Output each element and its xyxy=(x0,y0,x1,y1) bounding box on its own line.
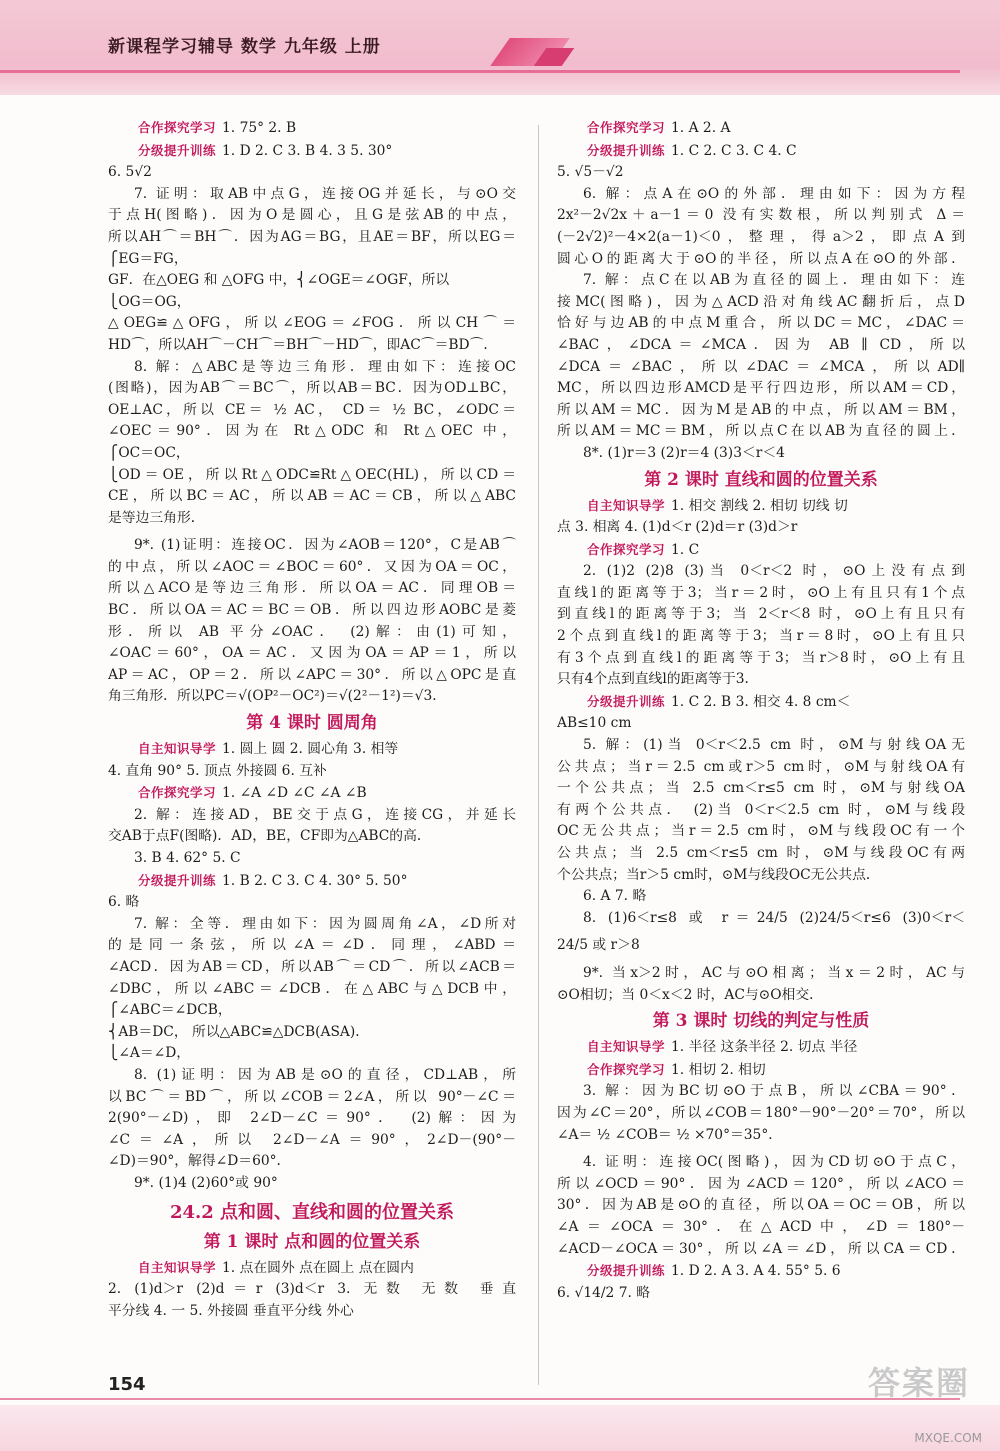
section-heading: 24.2 点和圆、直线和圆的位置关系 xyxy=(169,1201,455,1223)
book-title: 新课程学习辅导 数学 九年级 上册 xyxy=(108,37,381,57)
answer-line: 9*. (1)4 (2)60°或 90° xyxy=(134,1174,278,1191)
answer-line: 圆心O的距离大于⊙O的半径，所以点A在⊙O的外部． xyxy=(557,250,965,267)
answer-line: 9*. 当x＞2时，AC与⊙O相离；当x＝2时，AC与 xyxy=(583,964,965,981)
answer-text: 1. 相切 2. 相切 xyxy=(671,1061,766,1078)
section-label: 分级提升训练 xyxy=(587,693,666,709)
answer-line: 5. √5－√2 xyxy=(557,164,624,181)
section-label: 自主知识导学 xyxy=(587,497,666,513)
answer-line: 平分线 4. 一 5. 外接圆 垂直平分线 外心 xyxy=(108,1302,354,1319)
lesson-heading: 第 4 课时 圆周角 xyxy=(246,713,378,734)
answer-line: AB≤10 cm xyxy=(557,715,632,732)
answer-line: (图略)，因为AB⌒＝BC⌒，所以AB＝BC．因为OD⊥BC， xyxy=(108,380,516,397)
answer-section-line xyxy=(557,495,965,518)
answer-line: 点 3. 相离 4. (1)d＜r (2)d＝r (3)d＞r xyxy=(557,519,798,536)
section-label: 自主知识导学 xyxy=(138,741,217,757)
answer-line: 8. (1)6＜r≤8 或 r＝24/5 (2)24/5＜r≤6 (3)0＜r＜ xyxy=(583,909,965,926)
answer-text: 1. ∠A ∠D ∠C ∠A ∠B xyxy=(222,785,367,802)
answer-line: 9*. (1)证明：连接OC．因为∠AOB＝120°，C是AB⌒ xyxy=(134,537,516,554)
answer-line: 7. 证明：取AB中点G，连接OG并延长，与⊙O交 xyxy=(134,185,516,202)
answer-line: ⎩OD＝OE，所以Rt△ODC≌Rt△OEC(HL)，所以CD＝ xyxy=(108,466,516,483)
section-label: 合作探究学习 xyxy=(587,541,666,557)
right-column xyxy=(557,117,965,1304)
answer-section-line xyxy=(557,539,965,562)
answer-line: HD⌒，所以AH⌒－CH⌒＝BH⌒－HD⌒，即AC⌒＝BD⌒． xyxy=(108,336,498,353)
answer-line: ∠A＝ ½ ∠COB＝ ½ ×70°＝35°． xyxy=(557,1126,783,1143)
answer-line: 6. 5√2 xyxy=(108,164,152,181)
answer-line: 交AB于点F(图略)．AD，BE，CF即为△ABC的高． xyxy=(108,828,431,845)
answer-section-line xyxy=(557,1059,965,1082)
header-rule xyxy=(0,70,960,73)
answer-text: 1. 圆上 圆 2. 圆心角 3. 相等 xyxy=(222,741,399,758)
answer-section-line xyxy=(108,140,516,163)
answer-line: ⎩OG＝OG， xyxy=(108,293,191,310)
answer-line: 4. 证明：连接OC(图略)，因为CD切⊙O于点C， xyxy=(583,1154,965,1171)
answer-line: 8. 解：△ABC是等边三角形．理由如下：连接OC xyxy=(134,358,516,375)
answer-line: 一个公共点；当 2.5 cm＜r≤5 cm 时，⊙M与射线OA xyxy=(557,780,965,797)
answer-line: 24/5 或 r＞8 xyxy=(557,937,640,954)
answer-line: 6. A 7. 略 xyxy=(583,888,647,905)
section-label: 合作探究学习 xyxy=(587,120,666,135)
answer-line: 6. 略 xyxy=(108,894,140,911)
lesson-heading: 第 2 课时 直线和圆的位置关系 xyxy=(644,469,878,490)
answer-line: CE，所以BC＝AC，所以AB＝AC＝CB，所以△ABC xyxy=(108,488,516,505)
section-label: 分级提升训练 xyxy=(138,142,217,158)
answer-line: 30°．因为AB是⊙O的直径，所以OA＝OC＝OB，所以 xyxy=(557,1197,965,1214)
answer-section-line xyxy=(557,117,965,140)
answer-section-line xyxy=(557,1260,965,1283)
answer-line: ⎧OC＝OC， xyxy=(108,444,190,461)
answer-line: ⊙O相切；当 0＜x＜2 时，AC与⊙O相交． xyxy=(557,986,823,1003)
answer-line: BC．所以OA＝AC＝BC＝OB．所以四边形AOBC是菱 xyxy=(108,602,516,619)
section-label: 分级提升训练 xyxy=(587,1263,666,1279)
answer-line: △OEG≌△OFG，所以∠EOG＝∠FOG．所以CH⌒＝ xyxy=(108,315,516,332)
answer-line: ∠D)＝90°，解得∠D＝60°． xyxy=(108,1153,291,1170)
answer-line: 3. 解：因为BC切⊙O于点B，所以∠CBA＝90°． xyxy=(583,1083,965,1100)
answer-text: 1. 75° 2. B xyxy=(222,120,297,136)
answer-line: (－2√2)²－4×2(a－1)＜0，整理，得a＞2，即点A到 xyxy=(557,228,965,245)
answer-line: 到直线l的距离等于3；当 2＜r＜8 时，⊙O上有且只有 xyxy=(557,606,965,623)
answer-line: 以BC⌒＝BD⌒，所以∠COB＝2∠A，所以 90°－∠C＝ xyxy=(108,1088,516,1105)
answer-line: 因为∠C＝20°，所以∠COB＝180°－90°－20°＝70°，所以 xyxy=(557,1104,965,1121)
answer-text: 1. C xyxy=(671,541,700,558)
answer-line: 恰好与边AB的中点M重合，所以DC＝MC，∠DAC＝ xyxy=(557,315,965,332)
page-number: 154 xyxy=(108,1374,146,1395)
answer-line: AP＝AC，OP＝2．所以∠APC＝30°．所以△OPC是直 xyxy=(108,666,516,683)
answer-line: 个公共点；当r＞5 cm时，⊙M与线段OC无公共点． xyxy=(557,866,880,883)
answer-text: 1. D 2. C 3. B 4. 3 5. 30° xyxy=(222,142,393,159)
answer-line: 4. 直角 90° 5. 顶点 外接圆 6. 互补 xyxy=(108,762,327,779)
answer-line: 公共点；当r＝2.5 cm或r＞5 cm时，⊙M与射线OA有 xyxy=(557,758,965,775)
left-column xyxy=(108,117,516,1322)
answer-line: 7. 解：全等．理由如下：因为圆周角∠A，∠D所对 xyxy=(134,915,516,932)
answer-line: ⎩∠A＝∠D， xyxy=(108,1045,191,1062)
section-label: 合作探究学习 xyxy=(587,1061,666,1077)
answer-line: 是等边三角形． xyxy=(108,509,205,526)
answer-line: ∠C＝∠A，所以 2∠D－∠A＝90°，2∠D－(90°－ xyxy=(108,1131,516,1148)
answer-line: 2. (1)2 (2)8 (3)当 0＜r＜2 时，⊙O上没有点到 xyxy=(583,563,965,580)
section-label: 自主知识导学 xyxy=(587,1039,666,1055)
answer-text: 1. A 2. A xyxy=(671,120,731,136)
answer-line: 所以AH⌒＝BH⌒．因为AG＝BG，且AE＝BF，所以EG＝ xyxy=(108,228,516,245)
answer-section-line xyxy=(557,691,965,714)
answer-section-line xyxy=(557,140,965,163)
answer-line: 所以∠OCD＝90°．因为∠ACD＝120°，所以∠ACO＝ xyxy=(557,1175,965,1192)
answer-line: 形．所以 AB 平分∠OAC． (2)解：由(1)可知， xyxy=(108,623,516,640)
answer-line: OC无公共点；当r＝2.5 cm时，⊙M与线段OC有一个 xyxy=(557,823,965,840)
page-footer xyxy=(0,1405,1000,1451)
answer-text: 1. C 2. C 3. C 4. C xyxy=(671,142,797,159)
section-label: 合作探究学习 xyxy=(138,120,217,135)
answer-text: 1. 点在圆外 点在圆上 点在圆内 xyxy=(222,1259,414,1276)
watermark-logo: 答案圈 xyxy=(867,1364,970,1402)
answer-line: 2. (1)d＞r (2)d＝r (3)d＜r 3. 无数 无数 垂直 xyxy=(108,1281,516,1298)
answer-text: 1. D 2. A 3. A 4. 55° 5. 6 xyxy=(671,1263,841,1280)
answer-line: 有3个点到直线l的距离等于3；当r＞8时，⊙O上有且 xyxy=(557,649,965,666)
answer-line: 的中点，所以∠AOC＝∠BOC＝60°．又因为OA＝OC， xyxy=(108,558,516,575)
answer-line: 2(90°－∠D)，即 2∠D－∠C＝90°． (2)解：因为 xyxy=(108,1110,516,1127)
answer-line: 所以AM＝MC．因为M是AB的中点，所以AM＝BM， xyxy=(557,401,965,418)
answer-line: 的是同一条弦，所以∠A＝∠D．同理，∠ABD＝ xyxy=(108,937,516,954)
answer-line: ⎨AB＝DC， 所以△ABC≌△DCB(ASA)． xyxy=(108,1023,370,1040)
lesson-heading: 第 3 课时 切线的判定与性质 xyxy=(652,1011,870,1032)
answer-line: 2. 解：连接AD，BE交于点G，连接CG，并延长 xyxy=(134,806,516,823)
answer-line: ∠A＝∠OCA＝30°．在△ACD中，∠D＝180°－ xyxy=(557,1218,965,1235)
answer-line: ∠DCA＝∠BAC，所以∠DAC＝∠MCA，所以AD∥ xyxy=(557,358,965,375)
answer-line: MC，所以四边形AMCD是平行四边形，所以AM＝CD， xyxy=(557,380,965,397)
answer-line: 7. 解：点C在以AB为直径的圆上．理由如下：连 xyxy=(583,272,965,289)
answer-line: 5. 解：(1)当 0＜r＜2.5 cm 时，⊙M与射线OA无 xyxy=(583,737,965,754)
answer-line: 6. √14/2 7. 略 xyxy=(557,1284,651,1301)
column-divider xyxy=(538,125,539,1385)
answer-line: 8. (1)证明：因为AB是⊙O的直径，CD⊥AB，所 xyxy=(134,1066,516,1083)
answer-section-line xyxy=(108,738,516,761)
answer-line: 2个点到直线l的距离等于3；当r＝8时，⊙O上有且只 xyxy=(557,628,965,645)
answer-line: ∠ACD－∠OCA＝30°，所以∠A＝∠D，所以CA＝CD． xyxy=(557,1240,965,1257)
answer-line: ∠OAC＝60°，OA＝AC．又因为OA＝AP＝1，所以 xyxy=(108,645,516,662)
answer-line: 所以AM＝MC＝BM，所以点C在以AB为直径的圆上． xyxy=(557,423,965,440)
answer-line: 接MC(图略)，因为△ACD沿对角线AC翻折后，点D xyxy=(557,293,965,310)
answer-line: GF．在△OEG 和 △OFG 中，⎨∠OGE＝∠OGF，所以 xyxy=(108,272,450,289)
answer-line: 8*. (1)r＝3 (2)r＝4 (3)3＜r＜4 xyxy=(583,444,785,461)
answer-text: 1. C 2. B 3. 相交 4. 8 cm＜ xyxy=(671,693,851,710)
section-label: 分级提升训练 xyxy=(587,142,666,158)
answer-line: ∠BAC，∠DCA＝∠MCA．因为 AB ∥ CD，所以 xyxy=(557,336,965,353)
answer-section-line xyxy=(108,1257,516,1280)
answer-line: 角三角形．所以PC＝√(OP²－OC²)＝√(2²－1²)＝√3． xyxy=(108,688,447,705)
section-label: 自主知识导学 xyxy=(138,1259,217,1275)
lesson-heading: 第 1 课时 点和圆的位置关系 xyxy=(203,1231,421,1252)
answer-section-line xyxy=(108,870,516,893)
answer-line: 6. 解：点A在⊙O的外部．理由如下：因为方程 xyxy=(583,185,965,202)
section-label: 分级提升训练 xyxy=(138,872,217,888)
answer-section-line xyxy=(108,117,516,140)
answer-line: 3. B 4. 62° 5. C xyxy=(134,850,241,866)
answer-section-line xyxy=(557,1036,965,1059)
answer-line: 直线l的距离等于3；当r＝2时，⊙O上有且只有1个点 xyxy=(557,584,965,601)
watermark-site: MXQE.COM xyxy=(914,1431,982,1445)
answer-line: ⎧EG＝FG， xyxy=(108,250,188,267)
section-label: 合作探究学习 xyxy=(138,785,217,801)
answer-line: OE⊥AC，所以 CE＝ ½ AC， CD＝ ½ BC，∠ODC＝ xyxy=(108,401,516,418)
answer-line: ⎧∠ABC＝∠DCB， xyxy=(108,1002,232,1019)
answer-line: ∠DBC，所以∠ABC＝∠DCB．在△ABC与△DCB中， xyxy=(108,980,516,997)
answer-line: 公共点；当 2.5 cm＜r≤5 cm 时，⊙M与线段OC有两 xyxy=(557,845,965,861)
answer-line: 只有4个点到直线l的距离等于3． xyxy=(557,671,759,688)
answer-text: 1. 相交 割线 2. 相切 切线 切 xyxy=(671,497,848,514)
answer-line: 有两个公共点． (2)当 0＜r＜2.5 cm 时，⊙M与线段 xyxy=(557,801,965,818)
answer-line: 所以△ACO是等边三角形．所以OA＝AC．同理OB＝ xyxy=(108,580,516,597)
answer-text: 1. 半径 这条半径 2. 切点 半径 xyxy=(671,1039,858,1056)
answer-line: ∠OEC＝90°．因为在 Rt△ODC 和 Rt△OEC 中， xyxy=(108,423,516,440)
answer-line: ∠ACD．因为AB＝CD，所以AB⌒＝CD⌒．所以∠ACB＝ xyxy=(108,958,516,975)
answer-line: 于点H(图略)．因为O是圆心，且G是弦AB的中点， xyxy=(108,207,516,224)
answer-section-line xyxy=(108,782,516,805)
answer-text: 1. B 2. C 3. C 4. 30° 5. 50° xyxy=(222,872,408,889)
answer-line: 2x²－2√2x＋a－1＝0 没有实数根，所以判别式 Δ＝ xyxy=(557,207,965,224)
footer-rule xyxy=(0,1398,960,1400)
page-header xyxy=(0,0,1000,95)
